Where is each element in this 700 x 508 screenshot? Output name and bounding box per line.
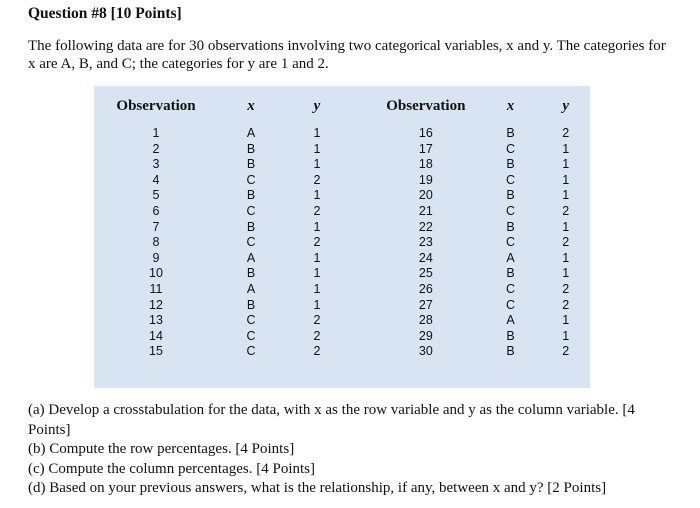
cell-x: B <box>506 266 515 281</box>
cell-x: C <box>246 235 256 250</box>
cell-y: 1 <box>562 250 570 265</box>
table-row <box>104 298 340 314</box>
col-header-observation: Observation <box>386 98 466 114</box>
cell-y: 1 <box>562 172 570 187</box>
cell-x: C <box>506 235 516 250</box>
cell-y: 1 <box>313 126 321 140</box>
cell-y: 1 <box>562 141 570 156</box>
question-c: (c) Compute the column percentages. [4 Points] <box>28 460 316 477</box>
cell-y: 2 <box>562 203 570 218</box>
cell-observation: 5 <box>152 188 160 203</box>
cell-x: B <box>246 188 256 203</box>
cell-y: 1 <box>313 141 321 156</box>
cell-x: C <box>506 141 516 156</box>
table-row <box>372 235 590 251</box>
cell-y: 2 <box>562 281 570 296</box>
cell-y: 1 <box>313 157 321 172</box>
cell-observation: 19 <box>418 172 433 187</box>
cell-y: 1 <box>313 266 321 281</box>
table-row <box>372 313 590 329</box>
cell-observation: 15 <box>149 344 163 359</box>
cell-y: 2 <box>313 203 321 218</box>
cell-observation: 26 <box>418 281 433 296</box>
cell-observation: 30 <box>418 344 433 359</box>
cell-y: 1 <box>562 188 570 203</box>
col-header-x: x <box>506 98 515 114</box>
cell-y: 2 <box>313 313 321 328</box>
table-row <box>104 204 340 220</box>
table-row <box>104 157 340 173</box>
cell-y: 2 <box>313 344 321 359</box>
data-table-panel <box>94 86 590 388</box>
cell-observation: 27 <box>418 297 433 312</box>
cell-y: 2 <box>562 235 570 250</box>
cell-x: C <box>246 172 256 187</box>
table-row <box>104 266 340 282</box>
cell-observation: 25 <box>418 266 433 281</box>
cell-x: B <box>246 219 256 234</box>
cell-observation: 10 <box>149 266 163 281</box>
cell-x: A <box>506 313 515 328</box>
cell-observation: 23 <box>418 235 433 250</box>
cell-x: B <box>506 188 515 203</box>
cell-observation: 18 <box>418 157 433 172</box>
table-row <box>372 126 590 142</box>
cell-observation: 16 <box>418 126 433 140</box>
table-row <box>372 266 590 282</box>
cell-observation: 2 <box>152 141 160 156</box>
cell-x: B <box>246 157 256 172</box>
table-row <box>104 142 340 158</box>
col-header-y: y <box>562 98 570 114</box>
cell-x: B <box>246 297 256 312</box>
cell-y: 1 <box>562 313 570 328</box>
observations-table-left <box>104 98 340 360</box>
cell-x: A <box>246 126 256 140</box>
cell-observation: 6 <box>152 203 160 218</box>
cell-observation: 7 <box>152 219 160 234</box>
observations-table-right <box>372 98 590 360</box>
cell-x: C <box>506 281 516 296</box>
cell-observation: 3 <box>152 157 160 172</box>
question-a: (a) Develop a crosstabulation for the data, with x as the row variable and y as the column variable. [4 Points] <box>28 402 635 438</box>
table-row <box>104 235 340 251</box>
cell-x: B <box>246 266 256 281</box>
col-header-observation: Observation <box>116 98 196 114</box>
cell-observation: 29 <box>418 328 433 343</box>
cell-y: 1 <box>562 328 570 343</box>
table-row <box>104 329 340 345</box>
table-row <box>372 204 590 220</box>
table-row <box>372 142 590 158</box>
cell-x: C <box>246 328 256 343</box>
cell-y: 1 <box>313 281 321 296</box>
table-row <box>372 220 590 236</box>
cell-observation: 13 <box>149 313 163 328</box>
cell-x: A <box>506 250 515 265</box>
cell-y: 1 <box>313 250 321 265</box>
cell-observation: 20 <box>418 188 433 203</box>
cell-y: 2 <box>562 126 570 140</box>
cell-observation: 8 <box>152 235 160 250</box>
cell-x: B <box>246 141 256 156</box>
cell-x: C <box>506 203 516 218</box>
cell-x: C <box>246 203 256 218</box>
cell-y: 2 <box>562 297 570 312</box>
cell-x: C <box>246 344 256 359</box>
table-row <box>104 344 340 360</box>
cell-x: B <box>506 219 515 234</box>
cell-x: A <box>246 250 256 265</box>
cell-y: 2 <box>562 344 570 359</box>
question-list <box>28 401 678 499</box>
table-row <box>104 220 340 236</box>
question-d: (d) Based on your previous answers, what is the relationship, if any, between x and y? [2 Points] <box>28 480 607 496</box>
cell-observation: 12 <box>149 297 163 312</box>
table-row <box>372 344 590 360</box>
cell-observation: 21 <box>418 203 433 218</box>
col-header-y: y <box>313 98 321 114</box>
cell-y: 1 <box>562 157 570 172</box>
cell-y: 1 <box>313 297 321 312</box>
table-row <box>372 298 590 314</box>
table-row <box>372 329 590 345</box>
table-row <box>372 157 590 173</box>
cell-x: B <box>506 126 515 140</box>
table-row <box>372 173 590 189</box>
table-row <box>372 251 590 267</box>
cell-x: B <box>506 344 515 359</box>
cell-observation: 22 <box>418 219 433 234</box>
cell-x: A <box>246 281 256 296</box>
col-header-x: x <box>247 98 255 114</box>
cell-observation: 24 <box>418 250 433 265</box>
cell-y: 2 <box>313 328 321 343</box>
cell-x: C <box>506 172 516 187</box>
cell-y: 2 <box>313 172 321 187</box>
cell-y: 1 <box>562 266 570 281</box>
cell-x: B <box>506 157 515 172</box>
cell-observation: 14 <box>149 328 163 343</box>
cell-x: B <box>506 328 515 343</box>
question-heading: Question #8 [10 Points] <box>28 5 182 22</box>
table-row <box>104 313 340 329</box>
cell-observation: 9 <box>152 250 160 265</box>
table-row <box>104 251 340 267</box>
question-b: (b) Compute the row percentages. [4 Points] <box>28 441 295 457</box>
cell-y: 1 <box>313 219 321 234</box>
cell-y: 1 <box>562 219 570 234</box>
cell-observation: 28 <box>418 313 433 328</box>
cell-observation: 4 <box>152 172 160 187</box>
cell-observation: 1 <box>152 126 160 140</box>
cell-observation: 11 <box>149 281 163 296</box>
cell-x: C <box>246 313 256 328</box>
table-row <box>372 282 590 298</box>
cell-y: 2 <box>313 235 321 250</box>
table-row <box>104 188 340 204</box>
cell-observation: 17 <box>418 141 433 156</box>
table-row <box>104 282 340 298</box>
table-row <box>104 173 340 189</box>
cell-y: 1 <box>313 188 321 203</box>
cell-x: C <box>506 297 516 312</box>
table-row <box>372 188 590 204</box>
table-row <box>104 126 340 142</box>
intro-paragraph: The following data are for 30 observations involving two categorical variables, x and y. The categories for x are A, B, and C; the categories for y are 1 and 2. <box>28 38 666 72</box>
